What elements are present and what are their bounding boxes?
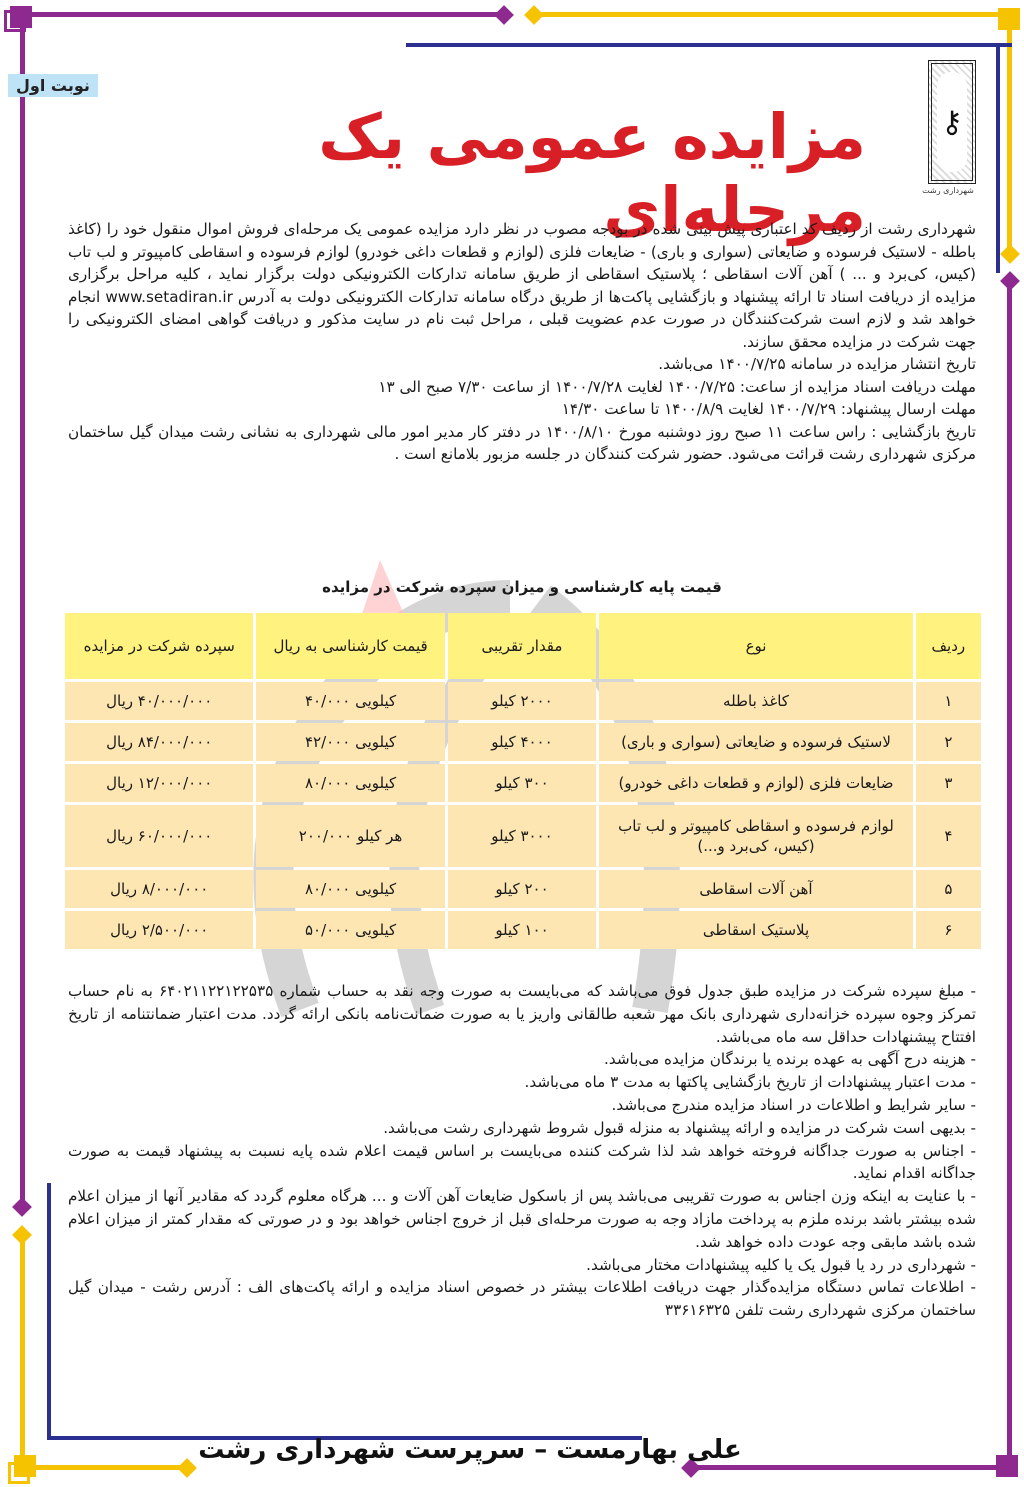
- round-badge: نوبت اول: [8, 74, 98, 97]
- cell-expert-price: کیلویی ۴۲/۰۰۰: [256, 723, 444, 761]
- intro-paragraph: شهرداری رشت از ردیف کد اعتباری پیش بینی شده در بودجه مصوب در نظر دارد مزایده عمومی یک مرحله‌ای فروش اموال منقول خود را (کاغذ باطله - لاستیک فرسوده و ضایعاتی (سواری و باری) - ضایعات فلزی (لوازم و قطعات داغی خودرو) لوازم فرسوده و اسقاطی کامپیوتر و لب تاب (کیس، کی‌برد و ... ) آهن آلات اسقاطی ؛ پلاستیک اسقاطی از طریق سامانه تدارکات الکترونیکی دولت برگزار نماید ، کلیه مراحل برگزاری مزایده از دریافت اسناد تا ارائه پیشنهاد و بازگشایی پاکت‌ها از طریق درگاه سامانه تدارکات الکترونیکی دولت به آدرس www.setadiran.ir انجام خواهد شد و لازم است شرکت‌کنندگان در صورت عدم عضویت قبلی ، مراحل ثبت نام در سایت مذکور و دریافت گواهی امضای الکترونیکی را جهت شرکت در مزایده محقق سازند.: [68, 220, 977, 351]
- frame-diamond: [1000, 244, 1020, 264]
- cell-row-number: ۴: [916, 805, 981, 867]
- auction-items-table: [62, 610, 984, 952]
- cell-expert-price: کیلویی ۴۰/۰۰۰: [256, 682, 444, 720]
- frame-left-navy: [47, 1183, 51, 1440]
- cell-deposit: ۱۲/۰۰۰/۰۰۰ ریال: [65, 764, 253, 802]
- table-row: [65, 870, 981, 908]
- cell-type: ضایعات فلزی (لوازم و قطعات داغی خودرو): [599, 764, 912, 802]
- table-row: [65, 682, 981, 720]
- cell-type: آهن آلات اسقاطی: [599, 870, 912, 908]
- cell-quantity: ۴۰۰۰ کیلو: [448, 723, 597, 761]
- cell-row-number: ۵: [916, 870, 981, 908]
- frame-right-purple: [1007, 280, 1012, 1470]
- col-header-row-number: ردیف: [916, 613, 981, 679]
- cell-type: لوازم فرسوده و اسقاطی کامپیوتر و لب تاب (کیس، کی‌برد و...): [599, 805, 912, 867]
- frame-top-navy: [406, 43, 1012, 47]
- table-header-row: [65, 613, 981, 679]
- frame-top-purple: [12, 12, 502, 17]
- conditions-notes: [68, 980, 976, 1322]
- cell-type: کاغذ باطله: [599, 682, 912, 720]
- cell-deposit: ۸/۰۰۰/۰۰۰ ریال: [65, 870, 253, 908]
- note-item: - اجناس به صورت جداگانه فروخته خواهد شد لذا شرکت کننده می‌بایست بر اساس قیمت اعلام شده پایه نسبت به پیشنهاد قیمت به صورت جداگانه اقدام نماید.: [68, 1141, 976, 1183]
- cell-row-number: ۲: [916, 723, 981, 761]
- frame-corner: [996, 1455, 1018, 1477]
- frame-left-yellow: [20, 1235, 25, 1470]
- frame-corner: [8, 1462, 30, 1484]
- cell-quantity: ۱۰۰ کیلو: [448, 911, 597, 949]
- table-row: [65, 723, 981, 761]
- frame-left-purple: [20, 14, 25, 1214]
- frame-top-yellow: [532, 12, 1012, 17]
- intro-section: [68, 218, 976, 466]
- note-item: - شهرداری در رد یا قبول یک یا کلیه پیشنهادات مختار می‌باشد.: [586, 1255, 976, 1274]
- col-header-deposit: سپرده شرکت در مزایده: [65, 613, 253, 679]
- opening-info: تاریخ بازگشایی : راس ساعت ۱۱ صبح روز دوشنبه مورخ ۱۴۰۰/۸/۱۰ در دفتر کار مدیر امور مالی شهرداری به نشانی رشت میدان گیل ساختمان مرکزی شهرداری رشت قرائت می‌شود. حضور شرکت کنندگان در جلسه مزبور بلامانع است .: [68, 422, 976, 463]
- col-header-expert-price: قیمت کارشناسی به ریال: [256, 613, 444, 679]
- note-item: - سایر شرایط و اطلاعات در اسناد مزایده مندرج می‌باشد.: [611, 1095, 976, 1114]
- cell-expert-price: کیلویی ۸۰/۰۰۰: [256, 870, 444, 908]
- note-item: - مدت اعتبار پیشنهادات از تاریخ بازگشایی پاکتها به مدت ۳ ماه می‌باشد.: [524, 1073, 976, 1092]
- cell-deposit: ۸۴/۰۰۰/۰۰۰ ریال: [65, 723, 253, 761]
- municipality-logo: [920, 60, 976, 210]
- cell-deposit: ۶۰/۰۰۰/۰۰۰ ریال: [65, 805, 253, 867]
- cell-type: لاستیک فرسوده و ضایعاتی (سواری و باری): [599, 723, 912, 761]
- cell-quantity: ۳۰۰ کیلو: [448, 764, 597, 802]
- note-item: - هزینه درج آگهی به عهده برنده یا برندگان مزایده می‌باشد.: [604, 1050, 976, 1069]
- signature: علی بهارمست – سرپرست شهرداری رشت: [198, 1435, 742, 1465]
- note-item: - با عنایت به اینکه وزن اجناس به صورت تقریبی می‌باشد پس از باسکول ضایعات آهن آلات و ... هرگاه معلوم گردد که مقادیر آنها از میزان اعلام شده بیشتر باشد برنده ملزم به پرداخت مازاد وجه به صورت مرحله‌ای قبل از خروج اجناس خواهد بود و در صورتی که مقدار کمتر از میزان اعلام شده باشد مابقی وجه عودت داده خواهد شد.: [68, 1187, 976, 1251]
- cell-deposit: ۲/۵۰۰/۰۰۰ ریال: [65, 911, 253, 949]
- frame-diamond: [494, 5, 514, 25]
- frame-diamond: [12, 1197, 32, 1217]
- docs-deadline: مهلت دریافت اسناد مزایده از ساعت: ۱۴۰۰/۷/۲۵ لغایت ۱۴۰۰/۷/۲۸ از ساعت ۷/۳۰ صبح الی ۱۳: [378, 377, 976, 396]
- cell-quantity: ۲۰۰۰ کیلو: [448, 682, 597, 720]
- frame-right-yellow: [1007, 14, 1012, 254]
- cell-deposit: ۴۰/۰۰۰/۰۰۰ ریال: [65, 682, 253, 720]
- note-item: - مبلغ سپرده شرکت در مزایده طبق جدول فوق می‌باشد که می‌بایست به صورت وجه نقد به حساب شماره ۶۴۰۲۱۱۲۲۱۲۲۵۳۵ به نام حساب تمرکز وجوه سپرده خزانه‌داری شهرداری بانک مهر شعبه طالقانی واریز یا به صورت ضمانت‌نامه بانکی ارائه گردد. مدت اعتبار ضمانتنامه از تاریخ افتتاح پیشنهادات حداقل سه ماه می‌باشد.: [68, 982, 976, 1046]
- cell-quantity: ۲۰۰ کیلو: [448, 870, 597, 908]
- bid-deadline: مهلت ارسال پیشنهاد: ۱۴۰۰/۷/۲۹ لغایت ۱۴۰۰/۸/۹ تا ساعت ۱۴/۳۰: [561, 400, 976, 418]
- cell-expert-price: کیلویی ۵۰/۰۰۰: [256, 911, 444, 949]
- frame-right-navy: [996, 43, 1000, 273]
- cell-quantity: ۳۰۰۰ کیلو: [448, 805, 597, 867]
- page-title: مزایده عمومی یک مرحله‌ای: [318, 100, 866, 246]
- publish-date: تاریخ انتشار مزایده در سامانه ۱۴۰۰/۷/۲۵ می‌باشد.: [658, 355, 976, 373]
- cell-row-number: ۶: [916, 911, 981, 949]
- col-header-quantity: مقدار تقریبی: [448, 613, 597, 679]
- table-row: [65, 764, 981, 802]
- frame-bottom-yellow: [20, 1465, 190, 1470]
- table-row: [65, 805, 981, 867]
- logo-frame: [928, 60, 976, 184]
- cell-expert-price: کیلویی ۸۰/۰۰۰: [256, 764, 444, 802]
- table-row: [65, 911, 981, 949]
- note-item: - بدیهی است شرکت در مزایده و ارائه پیشنهاد به منزله قبول شروط شهرداری رشت می‌باشد.: [383, 1118, 976, 1137]
- cell-row-number: ۳: [916, 764, 981, 802]
- note-item: - اطلاعات تماس دستگاه مزایده‌گذار جهت دریافت اطلاعات بیشتر در خصوص اسناد مزایده و ارائه پاکت‌های الف : آدرس رشت - میدان گیل ساختمان مرکزی شهرداری رشت تلفن ۳۳۶۱۶۳۲۵: [68, 1278, 976, 1320]
- logo-caption: شهرداری رشت: [922, 186, 974, 195]
- col-header-type: نوع: [599, 613, 912, 679]
- cell-row-number: ۱: [916, 682, 981, 720]
- table-title: قیمت پایه کارشناسی و میزان سپرده شرکت در مزایده: [322, 578, 722, 596]
- crossed-keys-icon: ⚷: [937, 72, 967, 172]
- frame-diamond: [524, 5, 544, 25]
- frame-bottom-purple: [690, 1465, 1012, 1470]
- cell-expert-price: هر کیلو ۲۰۰/۰۰۰: [256, 805, 444, 867]
- cell-type: پلاستیک اسقاطی: [599, 911, 912, 949]
